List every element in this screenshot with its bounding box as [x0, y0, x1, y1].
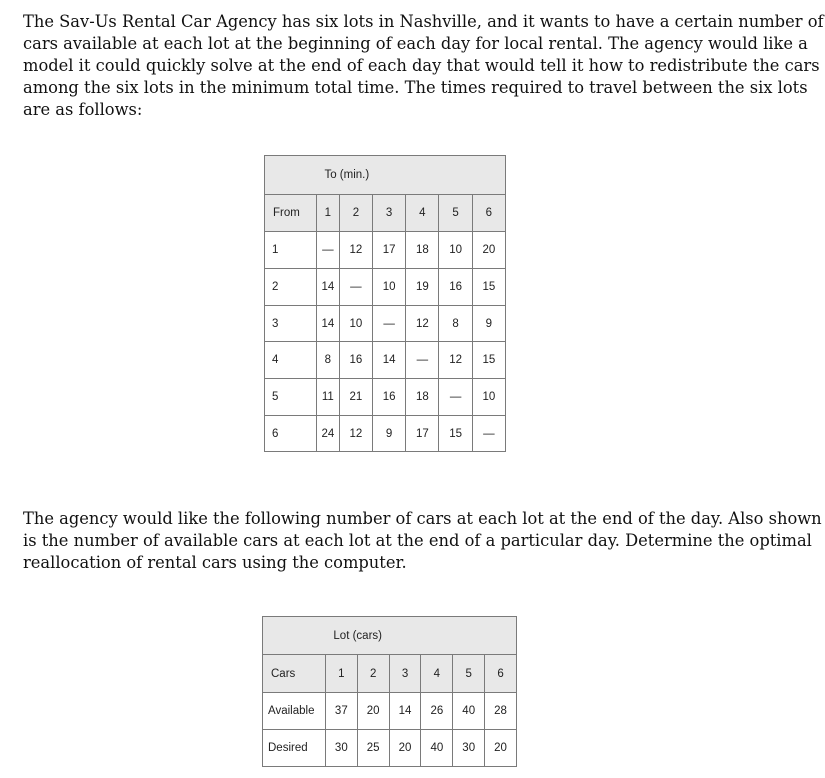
table-cell: — — [439, 379, 472, 416]
intro-line: model it could quickly solve at the end of each day that would tell it how to redistribute the cars — [23, 56, 820, 75]
table-cell: 14 — [389, 693, 421, 730]
row-label: 4 — [265, 342, 317, 379]
travel-time-table — [264, 155, 506, 452]
table-cell: 18 — [406, 379, 439, 416]
intro-paragraph — [23, 11, 824, 121]
intro-line: among the six lots in the minimum total time. The times required to travel between the six lots — [23, 78, 808, 97]
column-header: 6 — [485, 655, 517, 693]
table-cell: 30 — [325, 730, 357, 767]
middle-line: The agency would like the following number of cars at each lot at the end of the day. Also shown — [23, 509, 822, 528]
table-cell: 26 — [421, 693, 453, 730]
table-cell: — — [373, 306, 406, 342]
table-cell: 15 — [439, 416, 472, 452]
table-cell: 40 — [421, 730, 453, 767]
table-cell: 24 — [316, 416, 339, 452]
table-cell: 18 — [406, 232, 439, 269]
table-cell: 12 — [406, 306, 439, 342]
middle-paragraph — [23, 508, 822, 574]
table-cell: 8 — [439, 306, 472, 342]
table-cell: 11 — [316, 379, 339, 416]
table-cell: 10 — [472, 379, 505, 416]
table-cell: 10 — [339, 306, 372, 342]
table-cell: 40 — [453, 693, 485, 730]
middle-line: is the number of available cars at each lot at the end of a particular day. Determine the optimal — [23, 531, 812, 550]
table-cell: 17 — [406, 416, 439, 452]
table-cell: 15 — [472, 342, 505, 379]
row-label: Desired — [263, 730, 326, 767]
column-header: 5 — [439, 195, 472, 232]
table-cell: 10 — [439, 232, 472, 269]
row-label: 6 — [265, 416, 317, 452]
row-label: 2 — [265, 269, 317, 306]
table-cell: 14 — [373, 342, 406, 379]
table-cell: 15 — [472, 269, 505, 306]
column-header: 4 — [421, 655, 453, 693]
column-header: 6 — [472, 195, 505, 232]
table-cell: — — [316, 232, 339, 269]
table-cell: 16 — [373, 379, 406, 416]
cars-table-caption: Lot (cars) — [325, 617, 516, 655]
table-cell: 21 — [339, 379, 372, 416]
column-header: 2 — [339, 195, 372, 232]
table-cell: — — [472, 416, 505, 452]
table-cell: 28 — [485, 693, 517, 730]
row-label: Available — [263, 693, 326, 730]
intro-line: are as follows: — [23, 100, 143, 119]
table-cell: 16 — [439, 269, 472, 306]
table-cell: 9 — [373, 416, 406, 452]
row-label: 3 — [265, 306, 317, 342]
intro-line: cars available at each lot at the beginning of each day for local rental. The agency would like a — [23, 34, 808, 53]
table-cell: 12 — [339, 416, 372, 452]
table-cell: 20 — [485, 730, 517, 767]
column-header: 1 — [316, 195, 339, 232]
table-cell: 10 — [373, 269, 406, 306]
intro-line: The Sav-Us Rental Car Agency has six lots in Nashville, and it wants to have a certain number of — [23, 12, 824, 31]
column-header: 5 — [453, 655, 485, 693]
travel-table-corner: From — [265, 195, 317, 232]
table-cell: 14 — [316, 306, 339, 342]
table-cell: 12 — [339, 232, 372, 269]
column-header: 2 — [357, 655, 389, 693]
table-cell: 20 — [472, 232, 505, 269]
table-cell: 9 — [472, 306, 505, 342]
travel-table-caption: To (min.) — [316, 156, 505, 195]
table-cell: 20 — [389, 730, 421, 767]
table-cell: 14 — [316, 269, 339, 306]
column-header: 3 — [389, 655, 421, 693]
cars-table-corner: Cars — [263, 655, 326, 693]
table-cell: 8 — [316, 342, 339, 379]
row-label: 1 — [265, 232, 317, 269]
table-cell: 30 — [453, 730, 485, 767]
table-cell: 16 — [339, 342, 372, 379]
table-cell: 37 — [325, 693, 357, 730]
table-cell: 19 — [406, 269, 439, 306]
column-header: 3 — [373, 195, 406, 232]
table-cell: — — [406, 342, 439, 379]
row-label: 5 — [265, 379, 317, 416]
middle-line: reallocation of rental cars using the computer. — [23, 553, 407, 572]
column-header: 4 — [406, 195, 439, 232]
column-header: 1 — [325, 655, 357, 693]
table-cell: 12 — [439, 342, 472, 379]
table-cell: — — [339, 269, 372, 306]
table-cell: 25 — [357, 730, 389, 767]
table-cell: 17 — [373, 232, 406, 269]
lot-cars-table — [262, 616, 517, 767]
table-cell: 20 — [357, 693, 389, 730]
